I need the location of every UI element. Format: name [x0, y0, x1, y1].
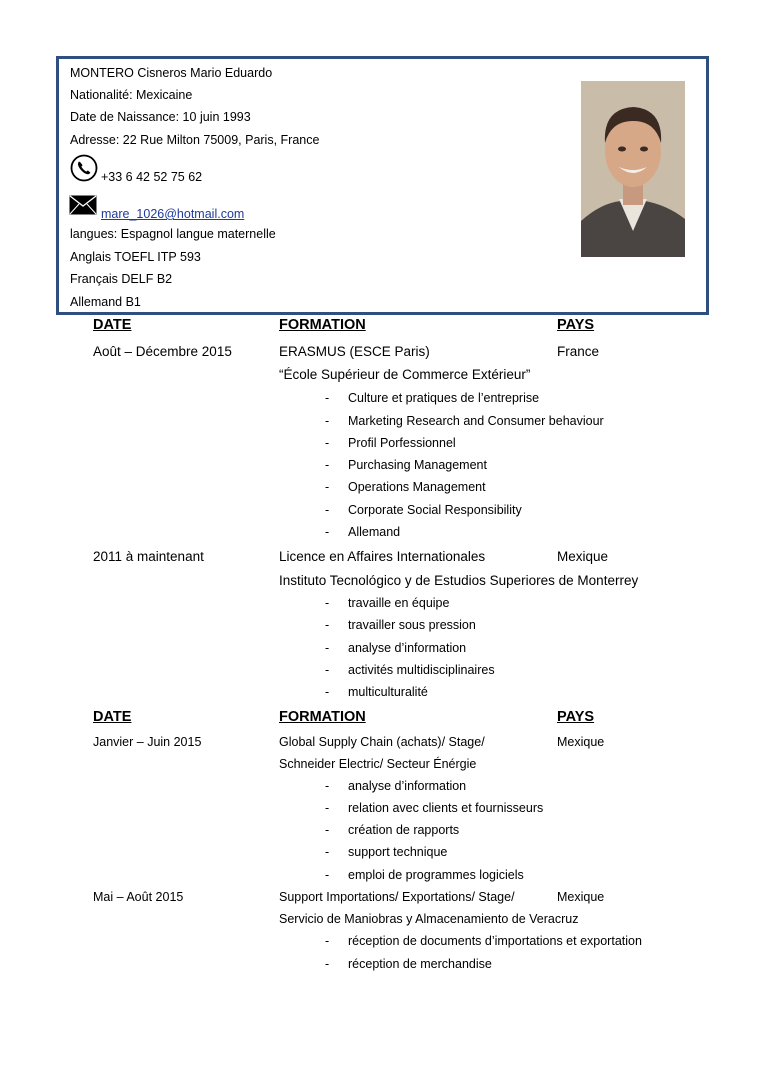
bullet-dash: -: [325, 801, 330, 815]
bullet-item: Corporate Social Responsibility: [348, 503, 522, 517]
bullet-item: activités multidisciplinaires: [348, 663, 495, 677]
bullet-dash: -: [325, 779, 330, 793]
bullet-item: Marketing Research and Consumer behaviour: [348, 414, 604, 428]
header-date: DATE: [93, 317, 132, 333]
bullet-dash: -: [325, 934, 330, 948]
email-link[interactable]: mare_1026@hotmail.com: [101, 207, 245, 221]
phone-number: +33 6 42 52 75 62: [101, 170, 203, 184]
bullet-item: Allemand: [348, 525, 401, 539]
bullet-item: travaille en équipe: [348, 596, 450, 610]
language-line-3: Français DELF B2: [70, 272, 173, 286]
bullet-item: analyse d’information: [348, 641, 467, 655]
language-line-2: Anglais TOEFL ITP 593: [70, 250, 201, 264]
experience-subtitle: Schneider Electric/ Secteur Énérgie: [279, 757, 477, 771]
experience-title: Support Importations/ Exportations/ Stage/: [279, 890, 515, 904]
bullet-dash: -: [325, 641, 330, 655]
bullet-dash: -: [325, 525, 330, 539]
education-subtitle: Instituto Tecnológico y de Estudios Superiores de Monterrey: [279, 573, 639, 588]
bullet-item: relation avec clients et fournisseurs: [348, 801, 544, 815]
header-pays: PAYS: [557, 709, 595, 725]
bullet-item: travailler sous pression: [348, 618, 476, 632]
experience-title: Global Supply Chain (achats)/ Stage/: [279, 735, 485, 749]
bullet-item: Profil Porfessionnel: [348, 436, 456, 450]
bullet-dash: -: [325, 480, 330, 494]
bullet-dash: -: [325, 663, 330, 677]
bullet-dash: -: [325, 436, 330, 450]
language-line-1: langues: Espagnol langue maternelle: [70, 227, 276, 241]
experience-date: Mai – Août 2015: [93, 890, 184, 904]
bullet-item: support technique: [348, 845, 448, 859]
education-date: Août – Décembre 2015: [93, 344, 232, 359]
bullet-dash: -: [325, 391, 330, 405]
bullet-dash: -: [325, 414, 330, 428]
bullet-item: création de rapports: [348, 823, 460, 837]
education-title: Licence en Affaires Internationales: [279, 549, 486, 564]
experience-country: Mexique: [557, 890, 605, 904]
header-formation: FORMATION: [279, 317, 366, 333]
bullet-item: réception de merchandise: [348, 957, 492, 971]
nationality: Nationalité: Mexicaine: [70, 88, 193, 102]
bullet-item: emploi de programmes logiciels: [348, 868, 524, 882]
header-pays: PAYS: [557, 317, 595, 333]
bullet-dash: -: [325, 685, 330, 699]
bullet-dash: -: [325, 845, 330, 859]
full-name: MONTERO Cisneros Mario Eduardo: [70, 66, 273, 80]
bullet-dash: -: [325, 458, 330, 472]
address: Adresse: 22 Rue Milton 75009, Paris, France: [70, 133, 320, 147]
education-country: France: [557, 344, 600, 359]
bullet-item: réception de documents d’importations et exportation: [348, 934, 642, 948]
experience-date: Janvier – Juin 2015: [93, 735, 202, 749]
bullet-dash: -: [325, 618, 330, 632]
bullet-item: Operations Management: [348, 480, 486, 494]
bullet-item: Purchasing Management: [348, 458, 487, 472]
header-date: DATE: [93, 709, 132, 725]
bullet-item: Culture et pratiques de l’entreprise: [348, 391, 540, 405]
bullet-dash: -: [325, 957, 330, 971]
header-formation: FORMATION: [279, 709, 366, 725]
bullet-dash: -: [325, 823, 330, 837]
language-line-4: Allemand B1: [70, 295, 141, 309]
birth-date: Date de Naissance: 10 juin 1993: [70, 110, 251, 124]
profile-photo: [581, 81, 685, 257]
mail-icon: [69, 195, 97, 215]
experience-subtitle: Servicio de Maniobras y Almacenamiento de Veracruz: [279, 912, 579, 926]
bullet-item: multiculturalité: [348, 685, 428, 699]
bullet-dash: -: [325, 868, 330, 882]
education-date: 2011 à maintenant: [93, 549, 204, 564]
bullet-dash: -: [325, 503, 330, 517]
contact-header-box: [56, 56, 709, 315]
education-title: ERASMUS (ESCE Paris): [279, 344, 430, 359]
bullet-item: analyse d’information: [348, 779, 467, 793]
phone-icon: [70, 154, 98, 182]
education-subtitle: “École Supérieur de Commerce Extérieur”: [279, 367, 531, 382]
bullet-dash: -: [325, 596, 330, 610]
education-country: Mexique: [557, 549, 609, 564]
experience-country: Mexique: [557, 735, 605, 749]
